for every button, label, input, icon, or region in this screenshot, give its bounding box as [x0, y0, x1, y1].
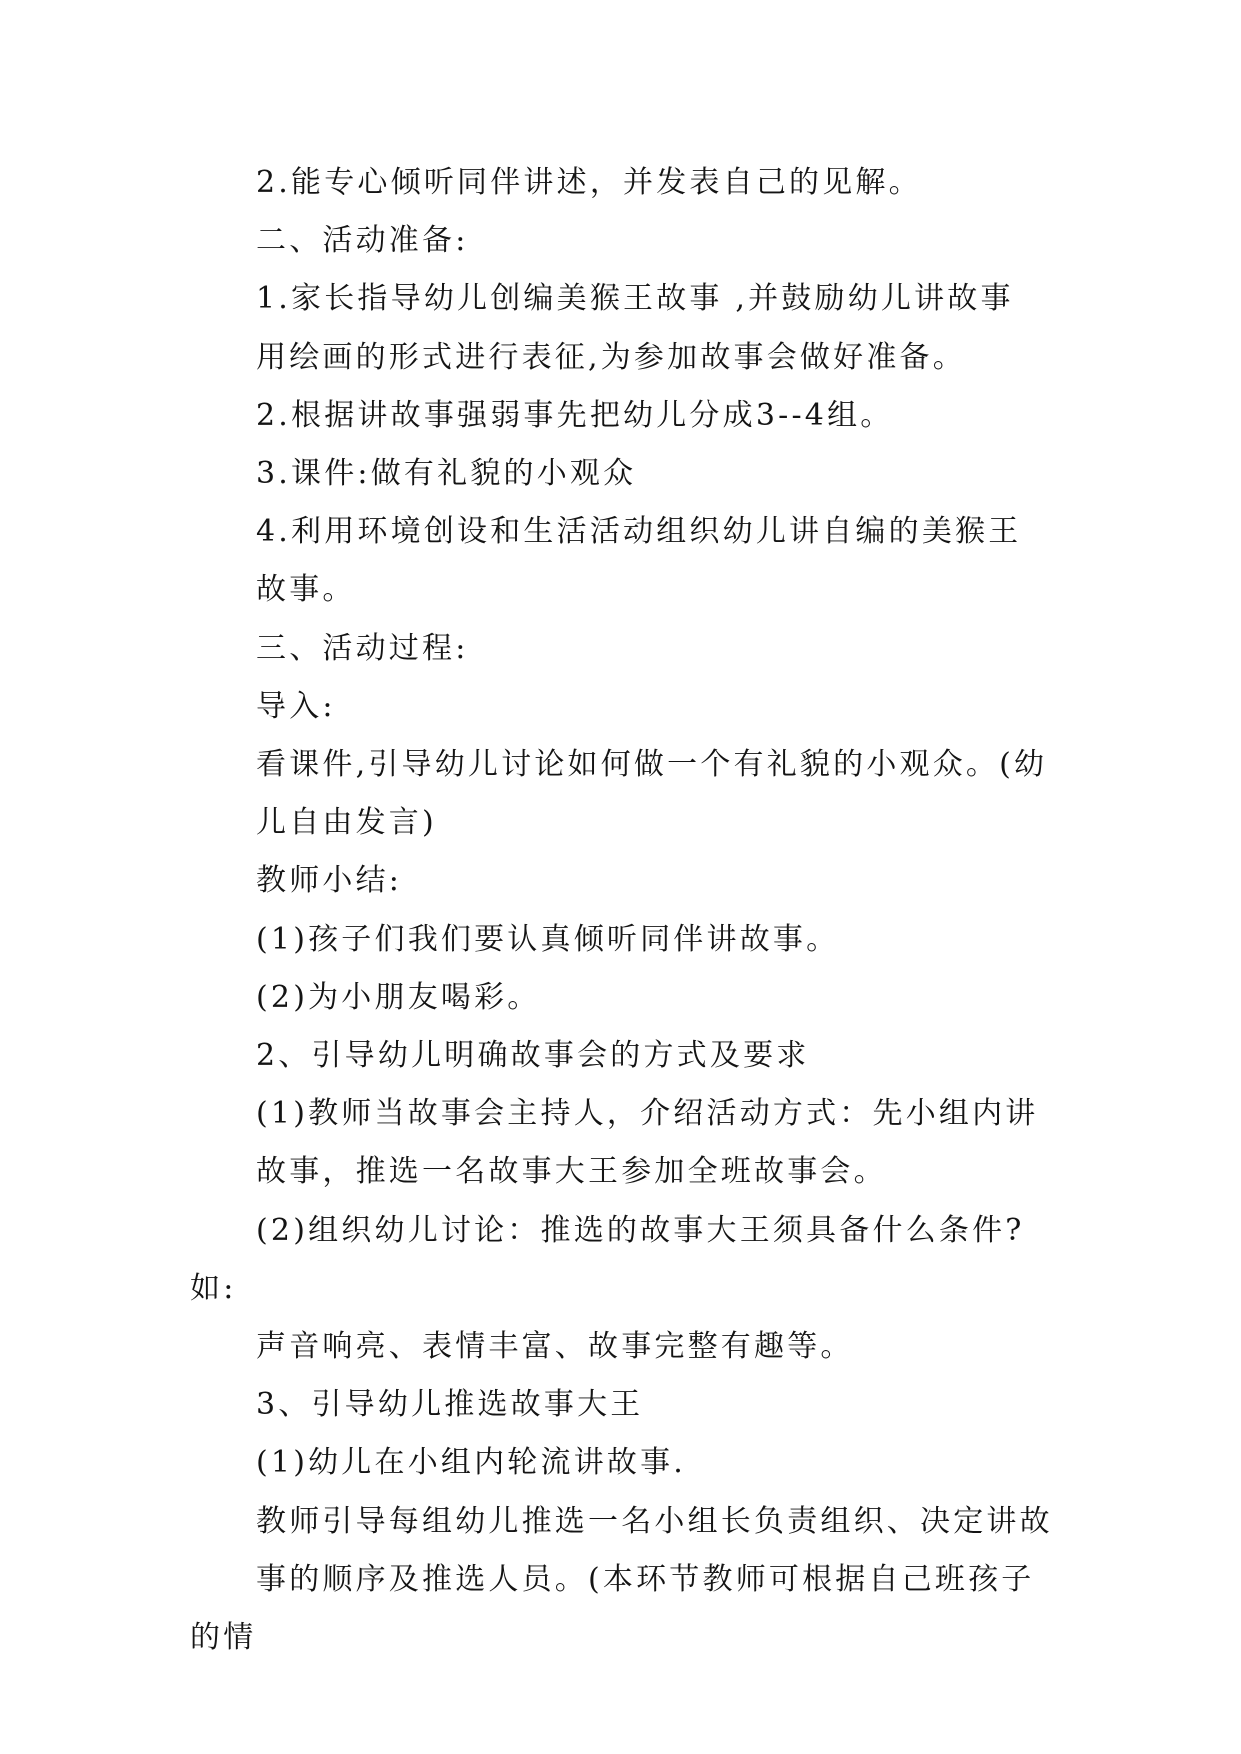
- paragraph-13: [190, 1027, 1056, 1085]
- paragraph-line: 2.能专心倾听同伴讲述，并发表自己的见解。: [256, 165, 922, 200]
- paragraph-line: 教师引导每组幼儿推选一名小组长负责组织、决定讲故: [256, 1503, 1053, 1539]
- paragraph-line: 事的顺序及推选人员。(本环节教师可根据自己班孩子的情: [190, 1561, 1035, 1656]
- paragraph-5: [190, 445, 1056, 503]
- paragraph-line: 用绘画的形式进行表征,为参加故事会做好准备。: [256, 339, 966, 375]
- paragraph-line: 二、活动准备:: [256, 223, 469, 259]
- paragraph-15: [190, 1202, 1056, 1377]
- paragraph-18: [190, 1493, 1056, 1668]
- paragraph-12: [190, 969, 1056, 1027]
- paragraph-line: 故事。: [256, 572, 356, 608]
- paragraph-11: [190, 911, 1056, 969]
- paragraph-4: [190, 387, 1056, 445]
- paragraph-1: [190, 154, 1056, 212]
- paragraph-8: [190, 678, 1056, 736]
- paragraph-17: [190, 1434, 1056, 1492]
- paragraph-line: 1.家长指导幼儿创编美猴王故事 ,并鼓励幼儿讲故事: [256, 281, 1014, 317]
- paragraph-line: 3、引导幼儿推选故事大王: [256, 1387, 644, 1423]
- paragraph-9: [190, 736, 1056, 852]
- paragraph-line: 教师小结:: [256, 863, 403, 899]
- paragraph-line: 4.利用环境创设和生活活动组织幼儿讲自编的美猴王: [256, 514, 1022, 550]
- paragraph-line: (1)孩子们我们要认真倾听同伴讲故事。: [256, 921, 840, 957]
- paragraph-line: (2)为小朋友喝彩。: [256, 979, 541, 1015]
- paragraph-line: (1)教师当故事会主持人，介绍活动方式：先小组内讲: [256, 1096, 1039, 1132]
- paragraph-6: [190, 503, 1056, 619]
- paragraph-line: 儿自由发言): [256, 805, 437, 841]
- paragraph-line: (1)幼儿在小组内轮流讲故事.: [256, 1445, 687, 1481]
- paragraph-line: 三、活动过程:: [256, 630, 469, 666]
- paragraph-14: [190, 1085, 1056, 1201]
- section-heading-process: [190, 620, 1056, 678]
- paragraph-3: [190, 270, 1056, 386]
- paragraph-line: 3.课件:做有礼貌的小观众: [256, 456, 637, 492]
- section-heading-preparation: [190, 212, 1056, 270]
- document-body: [190, 154, 1056, 1667]
- paragraph-line: 声音响亮、表情丰富、故事完整有趣等。: [256, 1329, 854, 1365]
- paragraph-line: 2、引导幼儿明确故事会的方式及要求: [256, 1038, 810, 1074]
- paragraph-10: [190, 852, 1056, 910]
- paragraph-16: [190, 1376, 1056, 1434]
- paragraph-line: 看课件,引导幼儿讨论如何做一个有礼貌的小观众。(幼: [256, 747, 1048, 783]
- paragraph-line: 导入:: [256, 688, 336, 724]
- paragraph-line: 2.根据讲故事强弱事先把幼儿分成3--4组。: [256, 397, 894, 433]
- paragraph-line: (2)组织幼儿讨论：推选的故事大王须具备什么条件?如:: [190, 1212, 1025, 1306]
- paragraph-line: 故事，推选一名故事大王参加全班故事会。: [256, 1154, 887, 1190]
